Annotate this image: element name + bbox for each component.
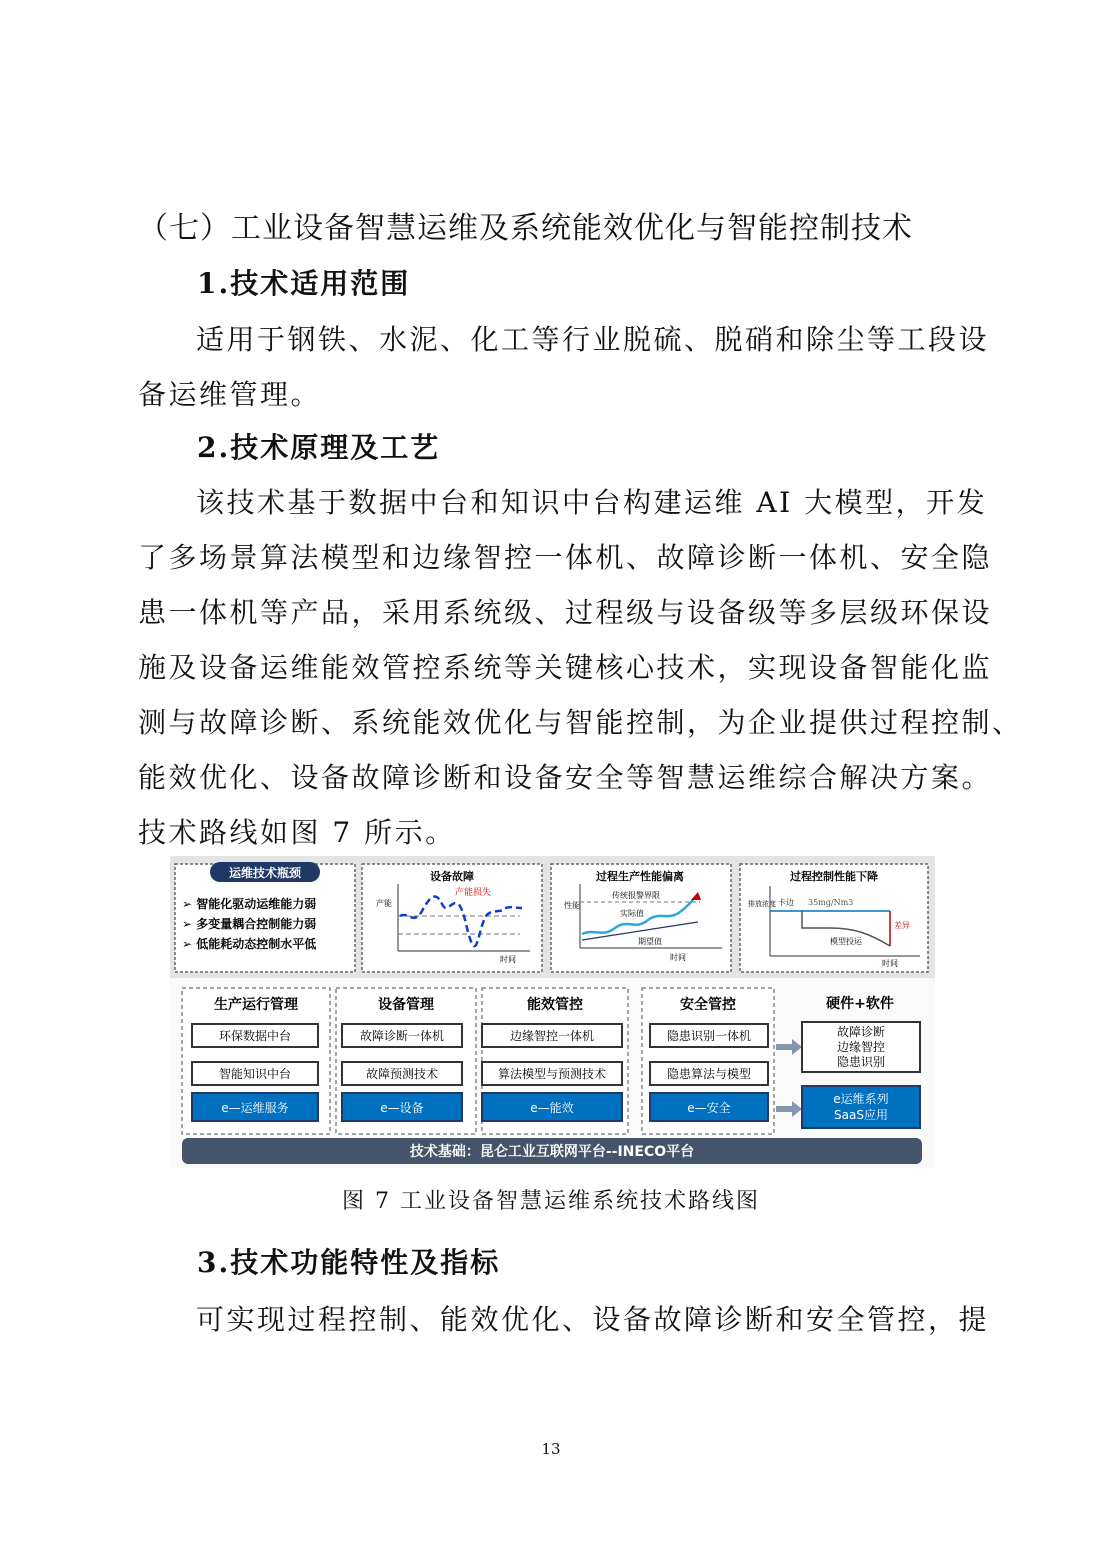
- figure-caption: 图 7 工业设备智慧运维系统技术路线图: [342, 1189, 760, 1214]
- panel-annotation: 差异: [894, 921, 910, 930]
- panel-performance-deviation: [551, 864, 731, 972]
- column-title: 安全管控: [680, 997, 736, 1013]
- paragraph-scope: [138, 312, 990, 422]
- panel-ylabel: 排放浓度: [748, 900, 776, 908]
- panel-annotation: 卡边: [778, 898, 794, 907]
- column-item: 环保数据中台: [218, 1029, 292, 1043]
- saas-label: e运维系列: [833, 1092, 889, 1106]
- panel-annotation: 传统报警界限: [612, 891, 660, 900]
- text-line: 可实现过程控制、能效优化、设备故障诊断和安全管控，提: [196, 1303, 990, 1336]
- panel-annotation: 35mg/Nm3: [808, 898, 854, 907]
- panel-control-decline: [740, 864, 928, 972]
- column-title: 设备管理: [378, 997, 434, 1013]
- column-production-management: [182, 988, 330, 1134]
- panel-xlabel: 时间: [500, 955, 516, 964]
- column-safety-management: [642, 988, 774, 1134]
- hardware-title: 硬件+软件: [826, 996, 894, 1012]
- column-item: 故障诊断一体机: [359, 1029, 445, 1043]
- column-energy-efficiency: [482, 988, 628, 1134]
- panel-ylabel: 产能: [376, 899, 392, 908]
- technology-roadmap-figure: [170, 856, 935, 1168]
- column-item: 隐患算法与模型: [666, 1067, 752, 1081]
- column-title: 生产运行管理: [214, 997, 298, 1013]
- text-line: 能效优化、设备故障诊断和设备安全等智慧运维综合解决方案。: [138, 761, 993, 794]
- panel-title: 设备故障: [430, 870, 474, 883]
- subheading-principle: 2.技术原理及工艺: [197, 431, 441, 464]
- panel-xlabel: 时间: [670, 953, 686, 962]
- service-label: e—运维服务: [221, 1101, 289, 1115]
- subheading-features: 3.技术功能特性及指标: [197, 1246, 501, 1279]
- text-line: 备运维管理。: [138, 378, 322, 411]
- column-item: 边缘智控一体机: [509, 1029, 595, 1043]
- panel-annotation: 实际值: [620, 909, 644, 918]
- panel-annotation: 期望值: [638, 937, 662, 946]
- panel-title: 过程生产性能偏离: [596, 870, 684, 883]
- hardware-item: 故障诊断: [836, 1025, 886, 1039]
- page-number: 13: [541, 1440, 561, 1458]
- service-label: e—安全: [687, 1101, 731, 1115]
- paragraph-principle: [138, 475, 1023, 860]
- panel-annotation: 模型投运: [830, 937, 862, 946]
- panel-xlabel: 时间: [882, 959, 898, 968]
- saas-label: SaaS应用: [834, 1108, 888, 1122]
- panel-equipment-failure: [362, 864, 542, 972]
- bottleneck-item: ➢ 智能化驱动运维能力弱: [182, 897, 317, 911]
- service-label: e—能效: [530, 1101, 574, 1115]
- column-item: 智能知识中台: [218, 1067, 292, 1081]
- panel-title: 过程控制性能下降: [790, 870, 878, 883]
- hardware-item: 隐患识别: [836, 1055, 886, 1069]
- text-line: 了多场景算法模型和边缘智控一体机、故障诊断一体机、安全隐: [138, 541, 993, 574]
- subheading-scope: 1.技术适用范围: [197, 267, 411, 300]
- column-equipment-management: [336, 988, 476, 1134]
- paragraph-features: [138, 1292, 990, 1347]
- panel-annotation: 产能损失: [455, 888, 492, 898]
- text-line: 施及设备运维能效管控系统等关键核心技术，实现设备智能化监: [138, 651, 993, 684]
- column-item: 算法模型与预测技术: [497, 1067, 607, 1081]
- service-label: e—设备: [380, 1101, 424, 1115]
- bottleneck-item: ➢ 多变量耦合控制能力弱: [182, 917, 317, 931]
- text-line: 患一体机等产品，采用系统级、过程级与设备级等多层级环保设: [138, 596, 993, 629]
- section-heading: （七）工业设备智慧运维及系统能效优化与智能控制技术: [138, 211, 913, 246]
- panel-ylabel: 性能: [564, 901, 580, 910]
- text-line: 测与故障诊断、系统能效优化与智能控制，为企业提供过程控制、: [138, 706, 1023, 739]
- bottleneck-item: ➢ 低能耗动态控制水平低: [182, 937, 317, 951]
- hardware-item: 边缘智控: [836, 1040, 886, 1054]
- bottleneck-badge-label: 运维技术瓶颈: [228, 866, 302, 880]
- column-item: 故障预测技术: [365, 1067, 439, 1081]
- foundation-label: 技术基础：昆仑工业互联网平台--INECO平台: [409, 1144, 695, 1160]
- column-item: 隐患识别一体机: [666, 1029, 752, 1043]
- text-line: 技术路线如图 7 所示。: [138, 816, 456, 849]
- text-line: 该技术基于数据中台和知识中台构建运维 AI 大模型，开发: [196, 486, 988, 519]
- bottleneck-box: [175, 862, 355, 972]
- column-title: 能效管控: [527, 997, 583, 1013]
- text-line: 适用于钢铁、水泥、化工等行业脱硫、脱硝和除尘等工段设: [196, 323, 990, 356]
